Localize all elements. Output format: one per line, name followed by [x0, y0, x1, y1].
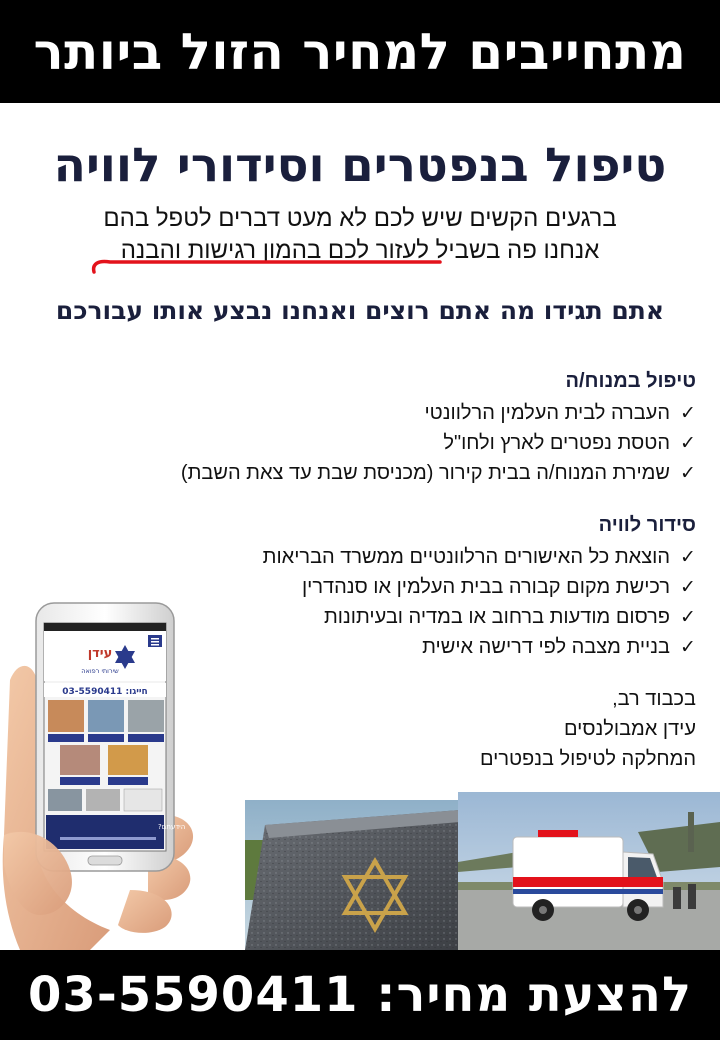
list-item: [263, 602, 698, 632]
top-banner-text: מתחייבים למחיר הזול ביותר: [33, 22, 687, 81]
top-banner: [0, 0, 720, 103]
list-item: [263, 542, 698, 572]
check-icon: ✓: [680, 402, 696, 424]
list-item-text: שמירת המנוח/ה בבית קירור (מכניסת שבת עד צאת השבת): [180, 461, 670, 484]
check-icon: ✓: [680, 432, 696, 454]
list-item: [263, 632, 698, 662]
phone-brand: עידן: [87, 646, 113, 661]
list-item: [181, 398, 698, 428]
check-icon: ✓: [680, 576, 696, 598]
ambulance-airfield-photo: [458, 792, 720, 952]
list-item-text: פרסום מודעות ברחוב או במדיה ובעיתונות: [323, 605, 670, 628]
page-title: טיפול בנפטרים וסידורי לוויה: [53, 138, 667, 193]
red-underline-stroke: [88, 236, 448, 278]
phone-info-label: הידעתם?: [158, 823, 186, 831]
phone-number-line: חייגו: 03-5590411: [62, 687, 148, 697]
section-heading-deceased: טיפול במנוח/ה: [565, 370, 696, 392]
list-item-text: בניית מצבה לפי דרישה אישית: [422, 635, 670, 658]
check-icon: ✓: [680, 606, 696, 628]
check-icon: ✓: [680, 462, 696, 484]
intro-line-1: ברגעים הקשים שיש לכם לא מעט דברים לטפל בהם: [103, 205, 617, 232]
check-icon: ✓: [680, 636, 696, 658]
signoff-greeting: בכבוד רב,: [612, 688, 696, 710]
deceased-care-list: [181, 398, 698, 488]
list-item: [181, 458, 698, 488]
section-heading-funeral: סידור לוויה: [598, 514, 696, 536]
check-icon: ✓: [680, 546, 696, 568]
phone-subtitle: שירותי רפואה: [81, 667, 119, 675]
signoff-company: עידן אמבולנסים: [564, 718, 696, 740]
price-quote-phone: להצעת מחיר: 03-5590411: [28, 967, 692, 1023]
list-item: [181, 428, 698, 458]
list-item-text: רכישת מקום קבורה בבית העלמין או סנהדרין: [301, 575, 670, 598]
bottom-banner: [0, 950, 720, 1040]
tagline: אתם תגידו מה אתם רוצים ואנחנו נבצע אותו עבורכם: [55, 296, 665, 325]
hand-holding-phone-illustration: [0, 585, 250, 950]
signoff: [480, 688, 696, 778]
list-item-text: העברה לבית העלמין הרלוונטי: [424, 401, 670, 424]
list-item-text: הוצאת כל האישורים הרלוונטיים ממשרד הבריאות: [262, 545, 670, 568]
list-item-text: הטסת נפטרים לארץ ולחו"ל: [443, 431, 670, 454]
gravestone-star-of-david-photo: [245, 800, 460, 950]
intro-line-2: אנחנו פה בשביל לעזור לכם בהמון רגישות והבנה: [120, 237, 600, 264]
signoff-department: המחלקה לטיפול בנפטרים: [479, 748, 696, 770]
list-item: [263, 572, 698, 602]
funeral-arrangements-list: [263, 542, 698, 662]
